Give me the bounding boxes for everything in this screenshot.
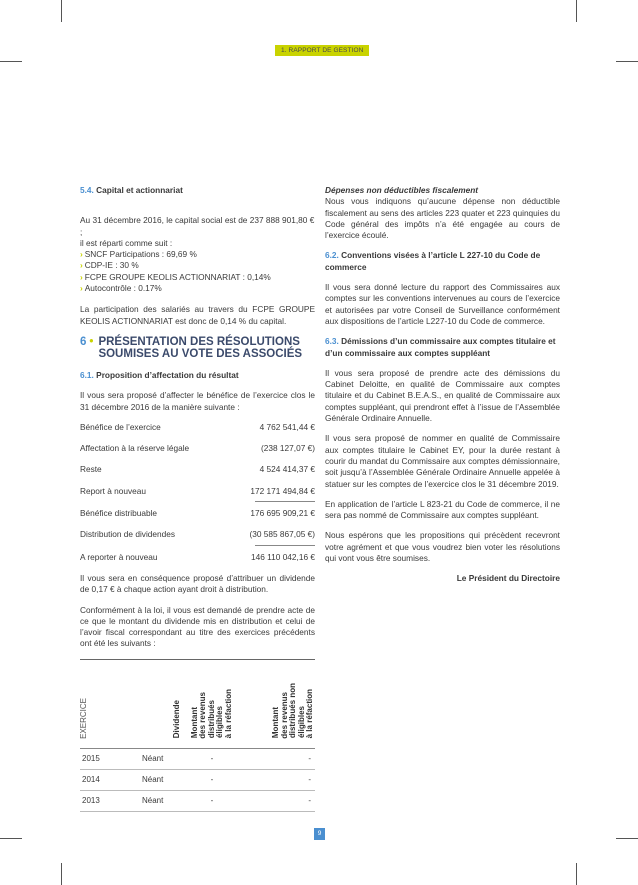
allocation-row: Bénéfice de l’exercice 4 762 541,44 € bbox=[80, 421, 315, 432]
paragraph: Il vous sera proposé de prendre acte des démissions du Cabinet Deloitte, en qualité de Commissaire aux comptes titulaire et du Cabinet B.E.A.S., en qualité de Commissaire aux comptes suppléant, qui prendront effet à l’issue de l’Assemblée Générale Ordinaire Annuelle. bbox=[325, 367, 560, 424]
table-row: 2014 Néant - - bbox=[80, 769, 315, 790]
column-header: EXERCICE bbox=[80, 659, 140, 748]
crop-mark bbox=[61, 0, 62, 22]
paragraph: En application de l’article L 823-21 du Code de commerce, il ne sera pas nommé de Commissaire aux comptes suppléant. bbox=[325, 498, 560, 521]
sum-line bbox=[255, 545, 315, 547]
table-row: 2015 Néant - - bbox=[80, 748, 315, 769]
chevron-right-icon: › bbox=[80, 271, 83, 282]
crop-mark bbox=[0, 838, 22, 839]
paragraph: Nous espérons que les propositions qui précèdent recevront votre agrément et que vous voudrez bien voter les résolutions qui vont vous être soumises. bbox=[325, 530, 560, 564]
list-item: › SNCF Participations : 69,69 % bbox=[80, 249, 197, 260]
list-item: › CDP-IE : 30 % bbox=[80, 260, 139, 271]
left-column bbox=[80, 185, 315, 812]
crop-mark bbox=[616, 838, 638, 839]
subsection-title: Dépenses non déductibles fiscalement bbox=[325, 185, 479, 195]
section-title: Démissions d’un commissaire aux comptes titulaire et d’un commissaire aux comptes suppléant bbox=[325, 336, 556, 358]
capital-text: il est réparti comme suit : bbox=[80, 237, 173, 248]
section-title: Conventions visées à l’article L 227-10 du Code de commerce bbox=[325, 250, 541, 272]
paragraph: Nous vous indiquons qu’aucune dépense non déductible fiscalement au sens des articles 223 quater et 223 quinquies du Code général des impôts n’a été engagée au cours de l’exercice écoulé. bbox=[325, 196, 560, 241]
chevron-right-icon: › bbox=[80, 260, 83, 271]
chapter-heading bbox=[80, 336, 315, 361]
dividend-table bbox=[80, 659, 315, 812]
chevron-right-icon: › bbox=[80, 283, 83, 294]
section-heading bbox=[325, 250, 560, 273]
crop-mark bbox=[576, 0, 577, 22]
section-heading bbox=[80, 370, 315, 381]
paragraph: Il vous sera donné lecture du rapport des Commissaires aux comptes sur les conventions intervenues au cours de l’exercice et autorisées par votre Conseil de Surveillance conformément aux dispositions de l’article L227-10 du Code de commerce. bbox=[325, 282, 560, 326]
paragraph: Il vous sera proposé de nommer en qualité de Commissaire aux comptes titulaire le Cabinet EY, pour la durée restant à courir du mandat du Commissaire aux comptes démissionnaire, soit jusqu’à l’Assemblée Générale Ordinaire Annuelle appelée à statuer sur les comptes de l’exercice clos le 31 décembre 2019. bbox=[325, 433, 560, 489]
allocation-row: Bénéfice distribuable 176 695 909,21 € bbox=[80, 508, 315, 519]
section-number: 5.4. bbox=[80, 185, 94, 195]
allocation-row: Affectation à la réserve légale (238 127,07 €) bbox=[80, 443, 315, 454]
chapter-title: PRÉSENTATION DES RÉSOLUTIONS SOUMISES AU VOTE DES ASSOCIÉS bbox=[98, 335, 303, 361]
section-title: Proposition d’affectation du résultat bbox=[96, 369, 239, 380]
chevron-right-icon: › bbox=[80, 249, 83, 260]
paragraph: Il vous sera en conséquence proposé d’attribuer un dividende de 0,17 € à chaque action ayant droit à distribution. bbox=[80, 572, 315, 595]
list-item: › Autocontrôle : 0.17% bbox=[80, 283, 162, 294]
capital-text: Au 31 décembre 2016, le capital social est de 237 888 901,80 € ; bbox=[80, 215, 315, 237]
list-item: › FCPE GROUPE KEOLIS ACTIONNARIAT : 0,14% bbox=[80, 271, 271, 282]
paragraph: La participation des salariés au travers du FCPE GROUPE KEOLIS ACTIONNARIAT est donc de 0,14 % du capital. bbox=[80, 304, 315, 326]
crop-mark bbox=[616, 61, 638, 62]
allocation-row: A reporter à nouveau 146 110 042,16 € bbox=[80, 551, 315, 562]
section-number: 6.1. bbox=[80, 369, 94, 380]
bullet-icon: • bbox=[89, 335, 94, 348]
crop-mark bbox=[61, 863, 62, 885]
signature: Le Président du Directoire bbox=[456, 573, 560, 584]
column-header: Dividende bbox=[140, 659, 182, 748]
sum-line bbox=[255, 501, 315, 503]
paragraph: Il vous sera proposé d’affecter le bénéfice de l’exercice clos le 31 décembre 2016 de la manière suivante : bbox=[80, 390, 315, 412]
section-number: 6.3. bbox=[325, 336, 339, 347]
section-title: Capital et actionnariat bbox=[96, 185, 183, 195]
section-tag: 1. RAPPORT DE GESTION bbox=[275, 45, 369, 56]
right-column bbox=[325, 185, 560, 585]
allocation-row: Report à nouveau 172 171 494,84 € bbox=[80, 485, 315, 496]
table-row: 2013 Néant - - bbox=[80, 790, 315, 811]
crop-mark bbox=[0, 61, 22, 62]
column-header: Montantdes revenusdistribués nonéligiblesà la réfaction bbox=[242, 659, 315, 748]
section-heading bbox=[80, 185, 315, 196]
chapter-number: 6 bbox=[80, 335, 87, 348]
section-heading bbox=[325, 336, 560, 359]
paragraph: Conformément à la loi, il vous est demandé de prendre acte de ce que le montant du dividende mis en distribution et celui de l’avoir fiscal correspondant au titre des exercices précédents ont été les suivants : bbox=[80, 604, 315, 649]
crop-mark bbox=[576, 863, 577, 885]
section-number: 6.2. bbox=[325, 250, 339, 261]
allocation-row: Distribution de dividendes (30 585 867,05 €) bbox=[80, 529, 315, 540]
allocation-row: Reste 4 524 414,37 € bbox=[80, 464, 315, 475]
page-number: 9 bbox=[314, 828, 325, 840]
column-header: Montantdes revenusdistribuéséligiblesà la réfaction bbox=[182, 659, 242, 748]
